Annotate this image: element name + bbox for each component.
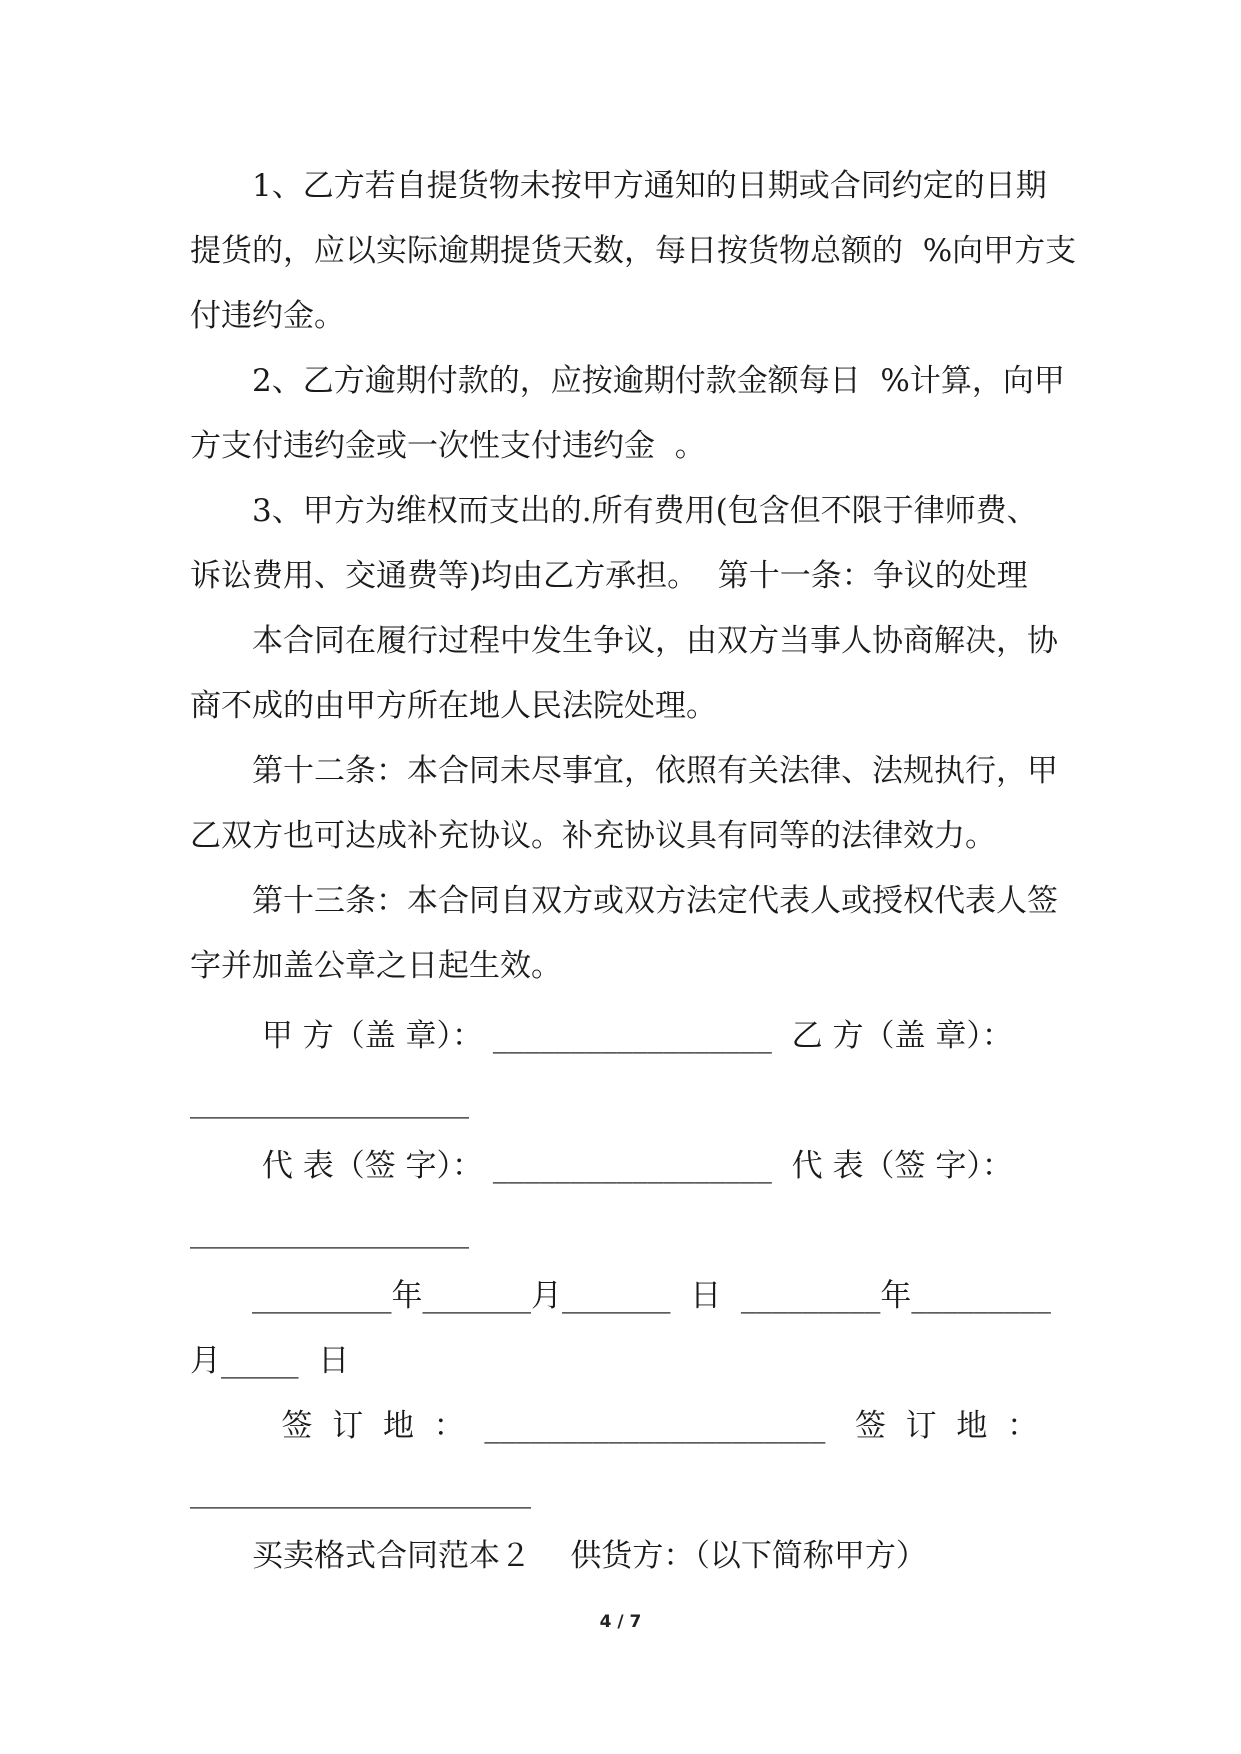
paragraph-line: 付违约金。	[190, 298, 345, 334]
section-heading: 买卖格式合同范本２ 供货方：（以下简称甲方）	[252, 1538, 927, 1574]
paragraph-line: 方支付违约金或一次性支付违约金 。	[190, 428, 706, 464]
paragraph-line: 第十三条：本合同自双方或双方法定代表人或授权代表人签	[252, 883, 1058, 919]
paragraph-line: 诉讼费用、交通费等)均由乙方承担。 第十一条：争议的处理	[190, 558, 1028, 594]
signature-line-representative: 代 表（签 字）： __________________ 代 表（签 字）：	[252, 1148, 1013, 1184]
signature-line-party-seal: 甲 方（盖 章）： __________________ 乙 方（盖 章）：	[252, 1018, 1013, 1054]
paragraph-line: 2、乙方逾期付款的，应按逾期付款金额每日 %计算，向甲	[252, 363, 1065, 399]
paragraph-line: 3、甲方为维权而支出的.所有费用(包含但不限于律师费、	[252, 493, 1038, 529]
date-line: _________年_______月_______ 日 _________年_________	[252, 1278, 1051, 1314]
page-number: 4 / 7	[599, 1612, 642, 1632]
signature-blank: ______________________	[190, 1473, 531, 1509]
signature-blank: __________________	[190, 1083, 469, 1119]
paragraph-line: 商不成的由甲方所在地人民法院处理。	[190, 688, 717, 724]
date-line: 月_____ 日	[190, 1343, 350, 1379]
paragraph-line: 本合同在履行过程中发生争议，由双方当事人协商解决，协	[252, 623, 1058, 659]
signature-blank: __________________	[190, 1213, 469, 1249]
paragraph-line: 字并加盖公章之日起生效。	[190, 948, 562, 984]
paragraph-line: 1、乙方若自提货物未按甲方通知的日期或合同约定的日期	[252, 168, 1047, 204]
paragraph-line: 提货的，应以实际逾期提货天数，每日按货物总额的 %向甲方支	[190, 233, 1077, 269]
signing-place-line: 签 订 地 ： ______________________ 签 订 地 ：	[252, 1408, 1039, 1444]
paragraph-line: 乙双方也可达成补充协议。补充协议具有同等的法律效力。	[190, 818, 996, 854]
paragraph-line: 第十二条：本合同未尽事宜，依照有关法律、法规执行，甲	[252, 753, 1058, 789]
